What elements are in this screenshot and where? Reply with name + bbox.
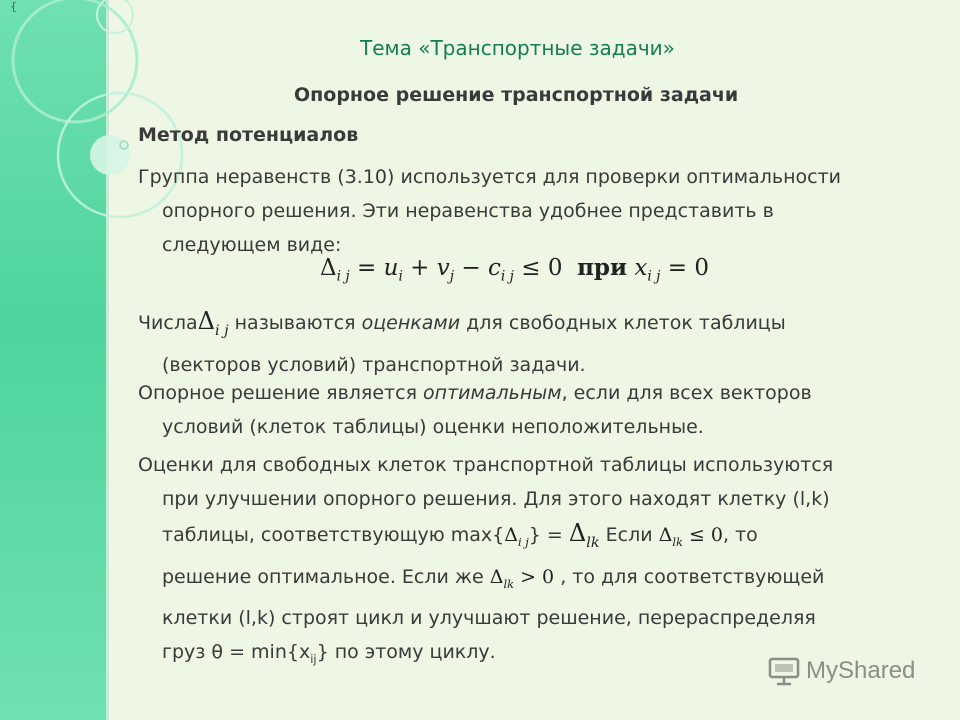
- paragraph-line: клетки (l,k) строят цикл и улучшают решение, перераспределяя: [162, 606, 816, 629]
- paragraph-line: условий (клеток таблицы) оценки неположительные.: [162, 416, 704, 438]
- paragraph-line: следующем виде:: [162, 234, 342, 256]
- paragraph-inequalities: [138, 160, 841, 262]
- presentation-screen-icon: [768, 656, 800, 686]
- paragraph-line-max: таблицы, соответствующую $\max\{\Delta_{i j}\} = \Delta_{lk}$ Если $\Delta_{lk} \le 0$, то: [162, 519, 758, 551]
- paragraph-optimal: Опорное решение является оптимальным, если для всех векторов условий (клеток таблицы) оценки неположительные.: [138, 376, 812, 444]
- paragraph-line-condition: решение оптимальное. Если же $\Delta_{lk} > 0$ , то для соответствующей: [162, 565, 825, 591]
- paragraph-improvement: [138, 448, 833, 675]
- slide-number: {: [10, 0, 17, 13]
- slide-subtitle: Опорное решение транспортной задачи: [294, 84, 739, 106]
- paragraph-line: Оценки для свободных клеток транспортной таблицы используются: [138, 454, 834, 476]
- paragraph-estimates: ЧислаΔ$_{i j}$ называются оценками для свободных клеток таблицы (векторов условий) транспортной задачи.: [138, 304, 786, 382]
- brand-name: MyShared: [806, 657, 916, 684]
- paragraph-line-theta: груз $\theta = \min\{x_{ij}\}$ по этому циклу.: [162, 640, 496, 666]
- emphasis-optimal: оптимальным: [423, 382, 562, 404]
- potential-formula: $\Delta_{i j} = u_i + v_j - c_{i j} \le 0$ при $x_{i j} = 0$: [320, 254, 709, 285]
- paragraph-line: (векторов условий) транспортной задачи.: [162, 353, 586, 376]
- paragraph-line: Группа неравенств (3.10) используется для проверки оптимальности: [138, 166, 842, 188]
- paragraph-line: опорного решения. Эти неравенства удобнее представить в: [162, 200, 774, 222]
- method-heading: Метод потенциалов: [138, 124, 359, 146]
- paragraph-line: при улучшении опорного решения. Для этого находят клетку (l,k): [162, 488, 830, 510]
- slide-title: Тема «Транспортные задачи»: [360, 36, 675, 60]
- sidebar-decoration: [0, 0, 106, 720]
- emphasis-estimates: оценками: [361, 312, 461, 334]
- watermark: [768, 656, 915, 686]
